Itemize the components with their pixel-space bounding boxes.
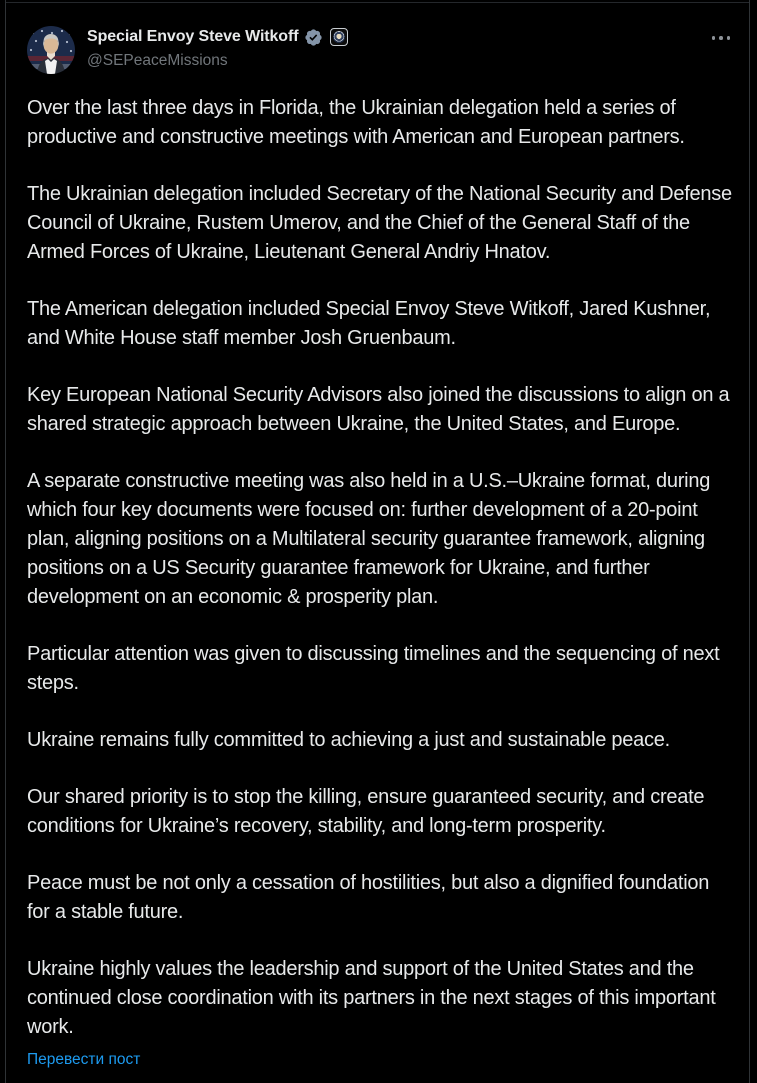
author-block [87, 26, 710, 70]
more-dot [719, 36, 723, 40]
post-paragraph: Ukraine highly values the leadership and support of the United States and the continued close coordination with its partners in the next stages of this important work. [27, 958, 716, 1038]
post-paragraph: Peace must be not only a cessation of hostilities, but also a dignified foundation for a stable future. [27, 872, 710, 923]
avatar[interactable] [27, 26, 75, 74]
post-paragraph: Over the last three days in Florida, the Ukrainian delegation held a series of productive and constructive meetings with American and European partners. [27, 97, 685, 148]
post-body [27, 94, 732, 1070]
author-handle[interactable]: @SEPeaceMissions [87, 52, 228, 69]
post-paragraph: Ukraine remains fully committed to achieving a just and sustainable peace. [27, 729, 670, 751]
post-paragraph: Key European National Security Advisors also joined the discussions to align on a shared strategic approach between Ukraine, the United States, and Europe. [27, 384, 730, 435]
government-seal-icon [333, 31, 345, 43]
post-paragraph: The American delegation included Special Envoy Steve Witkoff, Jared Kushner, and White House staff member Josh Gruenbaum. [27, 298, 711, 349]
affiliate-badge-icon[interactable] [330, 28, 348, 46]
avatar-image [27, 26, 75, 74]
column-right-border [749, 0, 750, 1083]
post-paragraph: The Ukrainian delegation included Secretary of the National Security and Defense Council of Ukraine, Rustem Umerov, and the Chief of the General Staff of the Armed Forces of Ukraine, Lieutenant General Andriy Hnatov. [27, 183, 732, 263]
more-options-button[interactable] [710, 32, 733, 44]
post-paragraph: A separate constructive meeting was also held in a U.S.–Ukraine format, during which four key documents were focused on: further development of a 20-point plan, aligning positions on a Multilateral security guarantee framework, aligning positions on a US Security guarantee framework for Ukraine, and further development on an economic & prosperity plan. [27, 470, 711, 608]
translate-post-link[interactable]: Перевести пост [27, 1051, 141, 1068]
post-header [27, 26, 732, 74]
verified-checkmark-icon[interactable] [304, 28, 323, 47]
more-dot [712, 36, 716, 40]
author-display-name[interactable]: Special Envoy Steve Witkoff [87, 28, 299, 45]
post-paragraph: Our shared priority is to stop the killing, ensure guaranteed security, and create conditions for Ukraine’s recovery, stability, and long-term prosperity. [27, 786, 705, 837]
post-paragraph: Particular attention was given to discussing timelines and the sequencing of next steps. [27, 643, 720, 694]
post [6, 0, 749, 1083]
author-name-row [87, 26, 710, 48]
more-dot [727, 36, 731, 40]
